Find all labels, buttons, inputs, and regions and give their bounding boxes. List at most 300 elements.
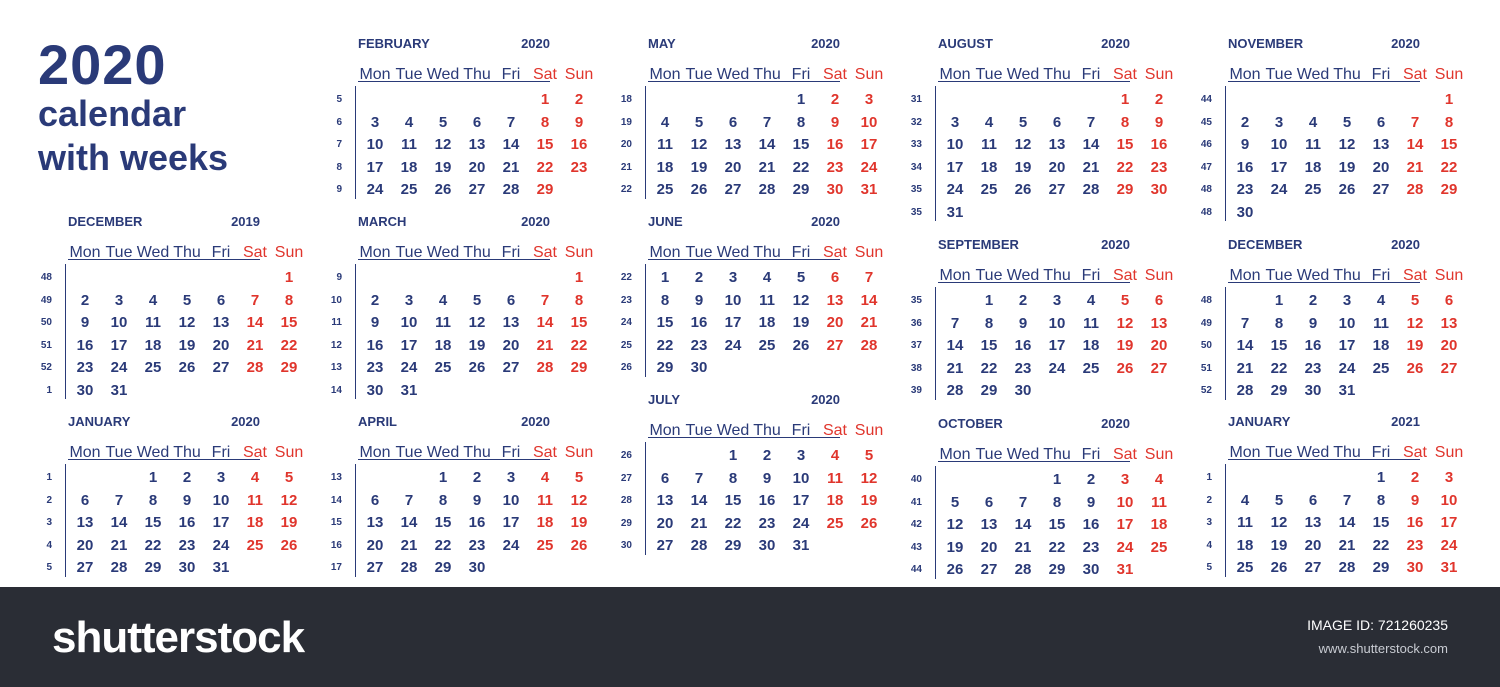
day-cell: 28	[502, 181, 520, 198]
day-cell: 8	[1120, 113, 1130, 131]
day-cell: 14	[536, 314, 554, 331]
day-cell: 8	[540, 113, 550, 131]
day-cell: 13	[826, 291, 844, 309]
day-name-fri: Fri	[791, 244, 811, 261]
week-number: 1	[46, 472, 52, 483]
day-name-sun: Sun	[854, 66, 884, 83]
day-cell: 4	[1376, 292, 1386, 309]
day-name-mon: Mon	[69, 444, 101, 461]
footer-bar	[0, 587, 1500, 687]
day-cell: 1	[796, 91, 806, 108]
day-cell: 16	[1236, 158, 1254, 176]
day-cell: 15	[792, 136, 810, 153]
day-cell: 21	[1406, 158, 1424, 176]
day-cell: 19	[570, 514, 588, 531]
day-cell: 11	[537, 491, 553, 509]
week-number: 50	[40, 317, 52, 328]
day-cell: 16	[1406, 514, 1424, 531]
week-number: 1	[46, 384, 52, 396]
week-number: 50	[1200, 340, 1212, 351]
week-number: 49	[40, 294, 52, 306]
day-cell: 21	[690, 514, 708, 532]
day-name-sat: Sat	[822, 422, 847, 439]
day-cell: 12	[1270, 514, 1288, 531]
week-number: 5	[46, 562, 52, 573]
week-number: 41	[910, 496, 922, 508]
day-cell: 22	[980, 359, 998, 377]
day-cell: 30	[690, 359, 708, 376]
day-cell: 3	[1274, 113, 1284, 131]
day-cell: 1	[574, 269, 584, 286]
day-name-fri: Fri	[791, 422, 811, 439]
image-id-label: IMAGE ID:	[1307, 617, 1375, 633]
day-name-mon: Mon	[359, 66, 391, 83]
week-number: 24	[620, 317, 632, 328]
day-cell: 11	[827, 469, 843, 487]
day-cell: 20	[656, 514, 674, 532]
day-name-sun: Sun	[1434, 267, 1464, 284]
day-cell: 28	[1406, 181, 1424, 198]
day-cell: 29	[1270, 382, 1288, 399]
day-cell: 7	[694, 469, 704, 487]
day-cell: 13	[656, 492, 674, 509]
day-cell: 28	[860, 336, 878, 354]
day-cell: 9	[694, 291, 704, 309]
day-cell: 26	[434, 181, 452, 198]
day-cell: 6	[984, 493, 994, 511]
month-name: NOVEMBER	[1228, 36, 1304, 51]
month-year: 2020	[521, 414, 550, 429]
week-number: 9	[336, 272, 342, 283]
day-name-sat: Sat	[1112, 446, 1137, 463]
week-number: 17	[330, 562, 342, 573]
day-cell: 30	[1236, 203, 1254, 221]
day-cell: 6	[1308, 491, 1318, 509]
day-cell: 28	[1338, 559, 1356, 576]
day-cell: 1	[540, 91, 550, 108]
month-february-2020	[328, 36, 594, 208]
day-cell: 24	[212, 536, 230, 554]
day-cell: 9	[370, 314, 380, 331]
day-cell: 24	[1338, 359, 1356, 377]
month-year: 2020	[811, 392, 840, 407]
day-cell: 6	[216, 291, 226, 309]
header-rule	[648, 259, 840, 260]
day-cell: 12	[468, 314, 486, 331]
day-cell: 11	[145, 314, 161, 331]
day-cell: 30	[76, 381, 94, 399]
day-cell: 2	[182, 469, 192, 486]
week-number: 22	[620, 272, 632, 283]
day-cell: 13	[980, 516, 998, 533]
day-name-wed: Wed	[136, 444, 170, 461]
day-cell: 17	[724, 314, 742, 331]
day-cell: 20	[1150, 337, 1168, 354]
day-name-sat: Sat	[1402, 66, 1427, 83]
day-name-tue: Tue	[105, 244, 133, 261]
month-name: DECEMBER	[1228, 237, 1303, 252]
day-cell: 31	[792, 537, 810, 554]
day-cell: 28	[536, 359, 554, 376]
day-name-thu: Thu	[1043, 66, 1071, 83]
day-name-sun: Sun	[274, 444, 304, 461]
day-cell: 12	[946, 516, 964, 533]
day-name-sat: Sat	[822, 66, 847, 83]
day-cell: 26	[1014, 181, 1032, 198]
day-cell: 29	[570, 359, 588, 376]
day-name-mon: Mon	[1229, 66, 1261, 83]
day-name-sun: Sun	[1434, 66, 1464, 83]
day-name-wed: Wed	[426, 66, 460, 83]
week-number: 30	[620, 540, 632, 551]
day-name-sat: Sat	[532, 66, 557, 83]
day-cell: 30	[1406, 559, 1424, 576]
week-number: 8	[336, 161, 342, 173]
day-cell: 21	[860, 314, 878, 331]
day-name-tue: Tue	[1265, 267, 1293, 284]
week-number: 42	[910, 519, 922, 530]
day-cell: 19	[1406, 337, 1424, 354]
day-cell: 13	[366, 514, 384, 531]
day-cell: 23	[468, 536, 486, 554]
day-name-fri: Fri	[791, 66, 811, 83]
day-name-fri: Fri	[1371, 267, 1391, 284]
day-cell: 28	[400, 559, 418, 576]
day-cell: 1	[148, 469, 158, 486]
month-april-2020	[328, 414, 594, 586]
week-number: 48	[1200, 295, 1212, 306]
day-name-tue: Tue	[975, 66, 1003, 83]
day-cell: 23	[178, 536, 196, 554]
day-cell: 29	[536, 181, 554, 198]
month-september-2020	[908, 237, 1174, 409]
day-cell: 1	[438, 469, 448, 486]
month-name: JANUARY	[1228, 414, 1291, 429]
day-cell: 5	[472, 291, 482, 309]
day-cell: 12	[570, 491, 588, 509]
day-cell: 16	[178, 514, 196, 531]
day-cell: 30	[468, 559, 486, 576]
day-cell: 16	[758, 492, 776, 509]
day-cell: 8	[728, 469, 738, 487]
day-cell: 25	[1150, 538, 1168, 556]
day-cell: 10	[724, 291, 742, 309]
title-line-weeks: with weeks	[38, 137, 229, 178]
day-cell: 19	[280, 514, 298, 531]
week-number: 34	[910, 161, 922, 173]
week-number: 46	[1200, 139, 1212, 150]
week-number: 1	[1206, 472, 1212, 483]
day-cell: 14	[110, 514, 128, 531]
day-cell: 12	[792, 291, 810, 309]
day-cell: 23	[1236, 181, 1254, 198]
title-line-calendar: calendar	[38, 93, 187, 134]
day-cell: 28	[758, 181, 776, 198]
day-cell: 7	[864, 269, 874, 286]
day-cell: 17	[1338, 337, 1356, 354]
day-cell: 9	[830, 113, 840, 131]
day-cell: 24	[1116, 538, 1134, 556]
day-cell: 19	[1338, 158, 1356, 176]
week-number: 5	[336, 94, 342, 105]
day-cell: 7	[250, 291, 260, 309]
header-rule	[1228, 282, 1420, 283]
day-name-tue: Tue	[395, 66, 423, 83]
day-name-thu: Thu	[1333, 444, 1361, 461]
day-name-fri: Fri	[211, 244, 231, 261]
week-number: 2	[1206, 494, 1212, 506]
day-cell: 29	[434, 559, 452, 576]
week-rule	[65, 464, 66, 577]
day-cell: 25	[400, 181, 418, 198]
day-cell: 9	[80, 314, 90, 331]
day-cell: 26	[570, 536, 588, 554]
day-name-mon: Mon	[939, 267, 971, 284]
day-name-fri: Fri	[501, 66, 521, 83]
week-number: 38	[910, 362, 922, 374]
day-name-mon: Mon	[649, 422, 681, 439]
day-cell: 1	[1444, 91, 1454, 108]
day-cell: 25	[1372, 359, 1390, 377]
week-number: 11	[331, 317, 342, 328]
day-cell: 11	[435, 314, 451, 331]
day-cell: 17	[502, 514, 520, 531]
day-cell: 3	[728, 269, 738, 286]
month-year: 2020	[1391, 36, 1420, 51]
day-cell: 13	[1150, 314, 1168, 332]
header-rule	[358, 81, 550, 82]
week-number: 47	[1200, 161, 1212, 173]
month-year: 2020	[811, 36, 840, 51]
week-rule	[645, 442, 646, 555]
day-cell: 10	[366, 136, 384, 153]
day-cell: 28	[1082, 181, 1100, 198]
day-cell: 4	[660, 113, 670, 131]
day-cell: 11	[759, 291, 775, 309]
week-rule	[645, 264, 646, 377]
day-cell: 26	[1406, 359, 1424, 377]
month-name: FEBRUARY	[358, 36, 430, 51]
week-number: 48	[1200, 206, 1212, 218]
day-cell: 9	[574, 113, 584, 131]
day-cell: 18	[758, 314, 776, 331]
month-year: 2020	[521, 36, 550, 51]
day-cell: 7	[950, 314, 960, 332]
header-rule	[358, 459, 550, 460]
day-name-fri: Fri	[211, 444, 231, 461]
day-cell: 28	[246, 359, 264, 376]
day-cell: 31	[400, 381, 418, 399]
day-cell: 17	[110, 336, 128, 354]
week-number: 2	[46, 494, 52, 506]
day-cell: 10	[860, 113, 878, 131]
day-cell: 30	[1014, 382, 1032, 399]
day-cell: 26	[860, 514, 878, 532]
day-cell: 26	[468, 359, 486, 376]
day-cell: 26	[178, 359, 196, 376]
day-cell: 11	[1151, 493, 1167, 511]
day-cell: 12	[178, 314, 196, 331]
day-cell: 3	[1444, 469, 1454, 486]
week-number: 25	[620, 339, 632, 351]
week-rule	[1225, 464, 1226, 577]
day-cell: 20	[724, 158, 742, 176]
day-cell: 9	[1240, 136, 1250, 153]
day-cell: 4	[148, 291, 158, 309]
week-number: 3	[1206, 517, 1212, 528]
week-number: 12	[330, 339, 342, 351]
day-cell: 2	[80, 291, 90, 309]
day-name-wed: Wed	[716, 66, 750, 83]
day-name-wed: Wed	[1006, 66, 1040, 83]
day-cell: 4	[1240, 491, 1250, 509]
day-cell: 14	[400, 514, 418, 531]
week-number: 35	[910, 184, 922, 195]
day-cell: 29	[1048, 561, 1066, 578]
day-cell: 3	[404, 291, 414, 309]
day-name-sun: Sun	[1144, 267, 1174, 284]
day-cell: 15	[280, 314, 298, 331]
day-cell: 6	[506, 291, 516, 309]
day-cell: 23	[366, 359, 384, 376]
header-rule	[648, 437, 840, 438]
week-number: 40	[910, 474, 922, 485]
day-cell: 12	[434, 136, 452, 153]
day-cell: 12	[1014, 136, 1032, 153]
day-cell: 25	[434, 359, 452, 376]
day-cell: 15	[434, 514, 452, 531]
header-rule	[938, 461, 1130, 462]
day-cell: 21	[758, 158, 776, 176]
day-name-tue: Tue	[1265, 66, 1293, 83]
week-number: 43	[910, 541, 922, 553]
month-december-2020	[1198, 237, 1464, 409]
header-rule	[938, 81, 1130, 82]
day-cell: 22	[792, 158, 810, 176]
day-name-tue: Tue	[1265, 444, 1293, 461]
week-number: 4	[46, 539, 52, 551]
day-cell: 5	[574, 469, 584, 486]
day-name-wed: Wed	[716, 422, 750, 439]
week-number: 48	[40, 272, 52, 283]
day-cell: 16	[1150, 136, 1168, 153]
day-cell: 23	[1082, 538, 1100, 556]
day-cell: 1	[1120, 91, 1130, 108]
day-cell: 9	[1086, 493, 1096, 511]
day-cell: 3	[1120, 471, 1130, 488]
day-cell: 3	[796, 447, 806, 464]
day-cell: 3	[506, 469, 516, 486]
day-cell: 11	[1237, 514, 1253, 531]
day-cell: 19	[860, 492, 878, 509]
day-cell: 1	[660, 269, 670, 286]
day-cell: 23	[826, 158, 844, 176]
day-cell: 24	[1440, 536, 1458, 554]
day-cell: 26	[1338, 181, 1356, 198]
day-cell: 14	[860, 291, 878, 309]
month-november-2020	[1198, 36, 1464, 221]
day-cell: 23	[570, 158, 588, 176]
day-cell: 3	[1052, 292, 1062, 309]
week-number: 23	[620, 294, 632, 306]
day-cell: 9	[472, 491, 482, 509]
day-cell: 27	[724, 181, 742, 198]
day-cell: 25	[656, 181, 674, 198]
day-cell: 20	[1440, 337, 1458, 354]
header-rule	[938, 282, 1130, 283]
day-cell: 24	[400, 359, 418, 376]
day-cell: 16	[1014, 337, 1032, 354]
day-cell: 2	[694, 269, 704, 286]
day-name-tue: Tue	[105, 444, 133, 461]
day-cell: 25	[826, 514, 844, 532]
day-cell: 27	[468, 181, 486, 198]
day-cell: 30	[178, 559, 196, 576]
day-cell: 12	[280, 491, 298, 509]
day-cell: 4	[540, 469, 550, 486]
day-name-tue: Tue	[685, 244, 713, 261]
day-cell: 27	[1372, 181, 1390, 198]
week-number: 14	[330, 494, 342, 506]
day-cell: 29	[792, 181, 810, 198]
day-cell: 5	[864, 447, 874, 464]
day-cell: 24	[946, 181, 964, 198]
day-cell: 1	[1052, 471, 1062, 488]
day-cell: 17	[366, 158, 384, 176]
day-cell: 6	[1052, 113, 1062, 131]
day-cell: 20	[76, 536, 94, 554]
header-rule	[648, 81, 840, 82]
day-cell: 16	[76, 336, 94, 354]
day-cell: 5	[438, 113, 448, 131]
week-rule	[1225, 287, 1226, 400]
day-cell: 13	[212, 314, 230, 331]
month-name: OCTOBER	[938, 416, 1003, 431]
day-cell: 11	[981, 136, 997, 153]
day-cell: 11	[1373, 314, 1389, 332]
day-cell: 14	[246, 314, 264, 331]
day-cell: 6	[80, 491, 90, 509]
day-cell: 6	[830, 269, 840, 286]
day-cell: 5	[1410, 292, 1420, 309]
day-cell: 26	[1116, 359, 1134, 377]
day-cell: 5	[1120, 292, 1130, 309]
day-name-sat: Sat	[532, 444, 557, 461]
day-cell: 19	[1270, 536, 1288, 554]
day-cell: 18	[434, 336, 452, 354]
week-number: 45	[1200, 116, 1212, 128]
day-cell: 9	[1154, 113, 1164, 131]
day-cell: 26	[1270, 559, 1288, 576]
month-year: 2020	[811, 214, 840, 229]
day-name-mon: Mon	[649, 244, 681, 261]
day-cell: 15	[724, 492, 742, 509]
day-cell: 15	[536, 136, 554, 153]
day-cell: 7	[1018, 493, 1028, 511]
day-cell: 6	[728, 113, 738, 131]
day-cell: 1	[1376, 469, 1386, 486]
day-cell: 21	[536, 336, 554, 354]
day-cell: 12	[1338, 136, 1356, 153]
day-name-thu: Thu	[173, 444, 201, 461]
day-cell: 7	[1240, 314, 1250, 332]
day-name-thu: Thu	[173, 244, 201, 261]
day-name-sun: Sun	[564, 244, 594, 261]
day-cell: 16	[366, 336, 384, 354]
day-cell: 20	[502, 336, 520, 354]
day-cell: 22	[656, 336, 674, 354]
month-august-2020	[908, 36, 1174, 221]
